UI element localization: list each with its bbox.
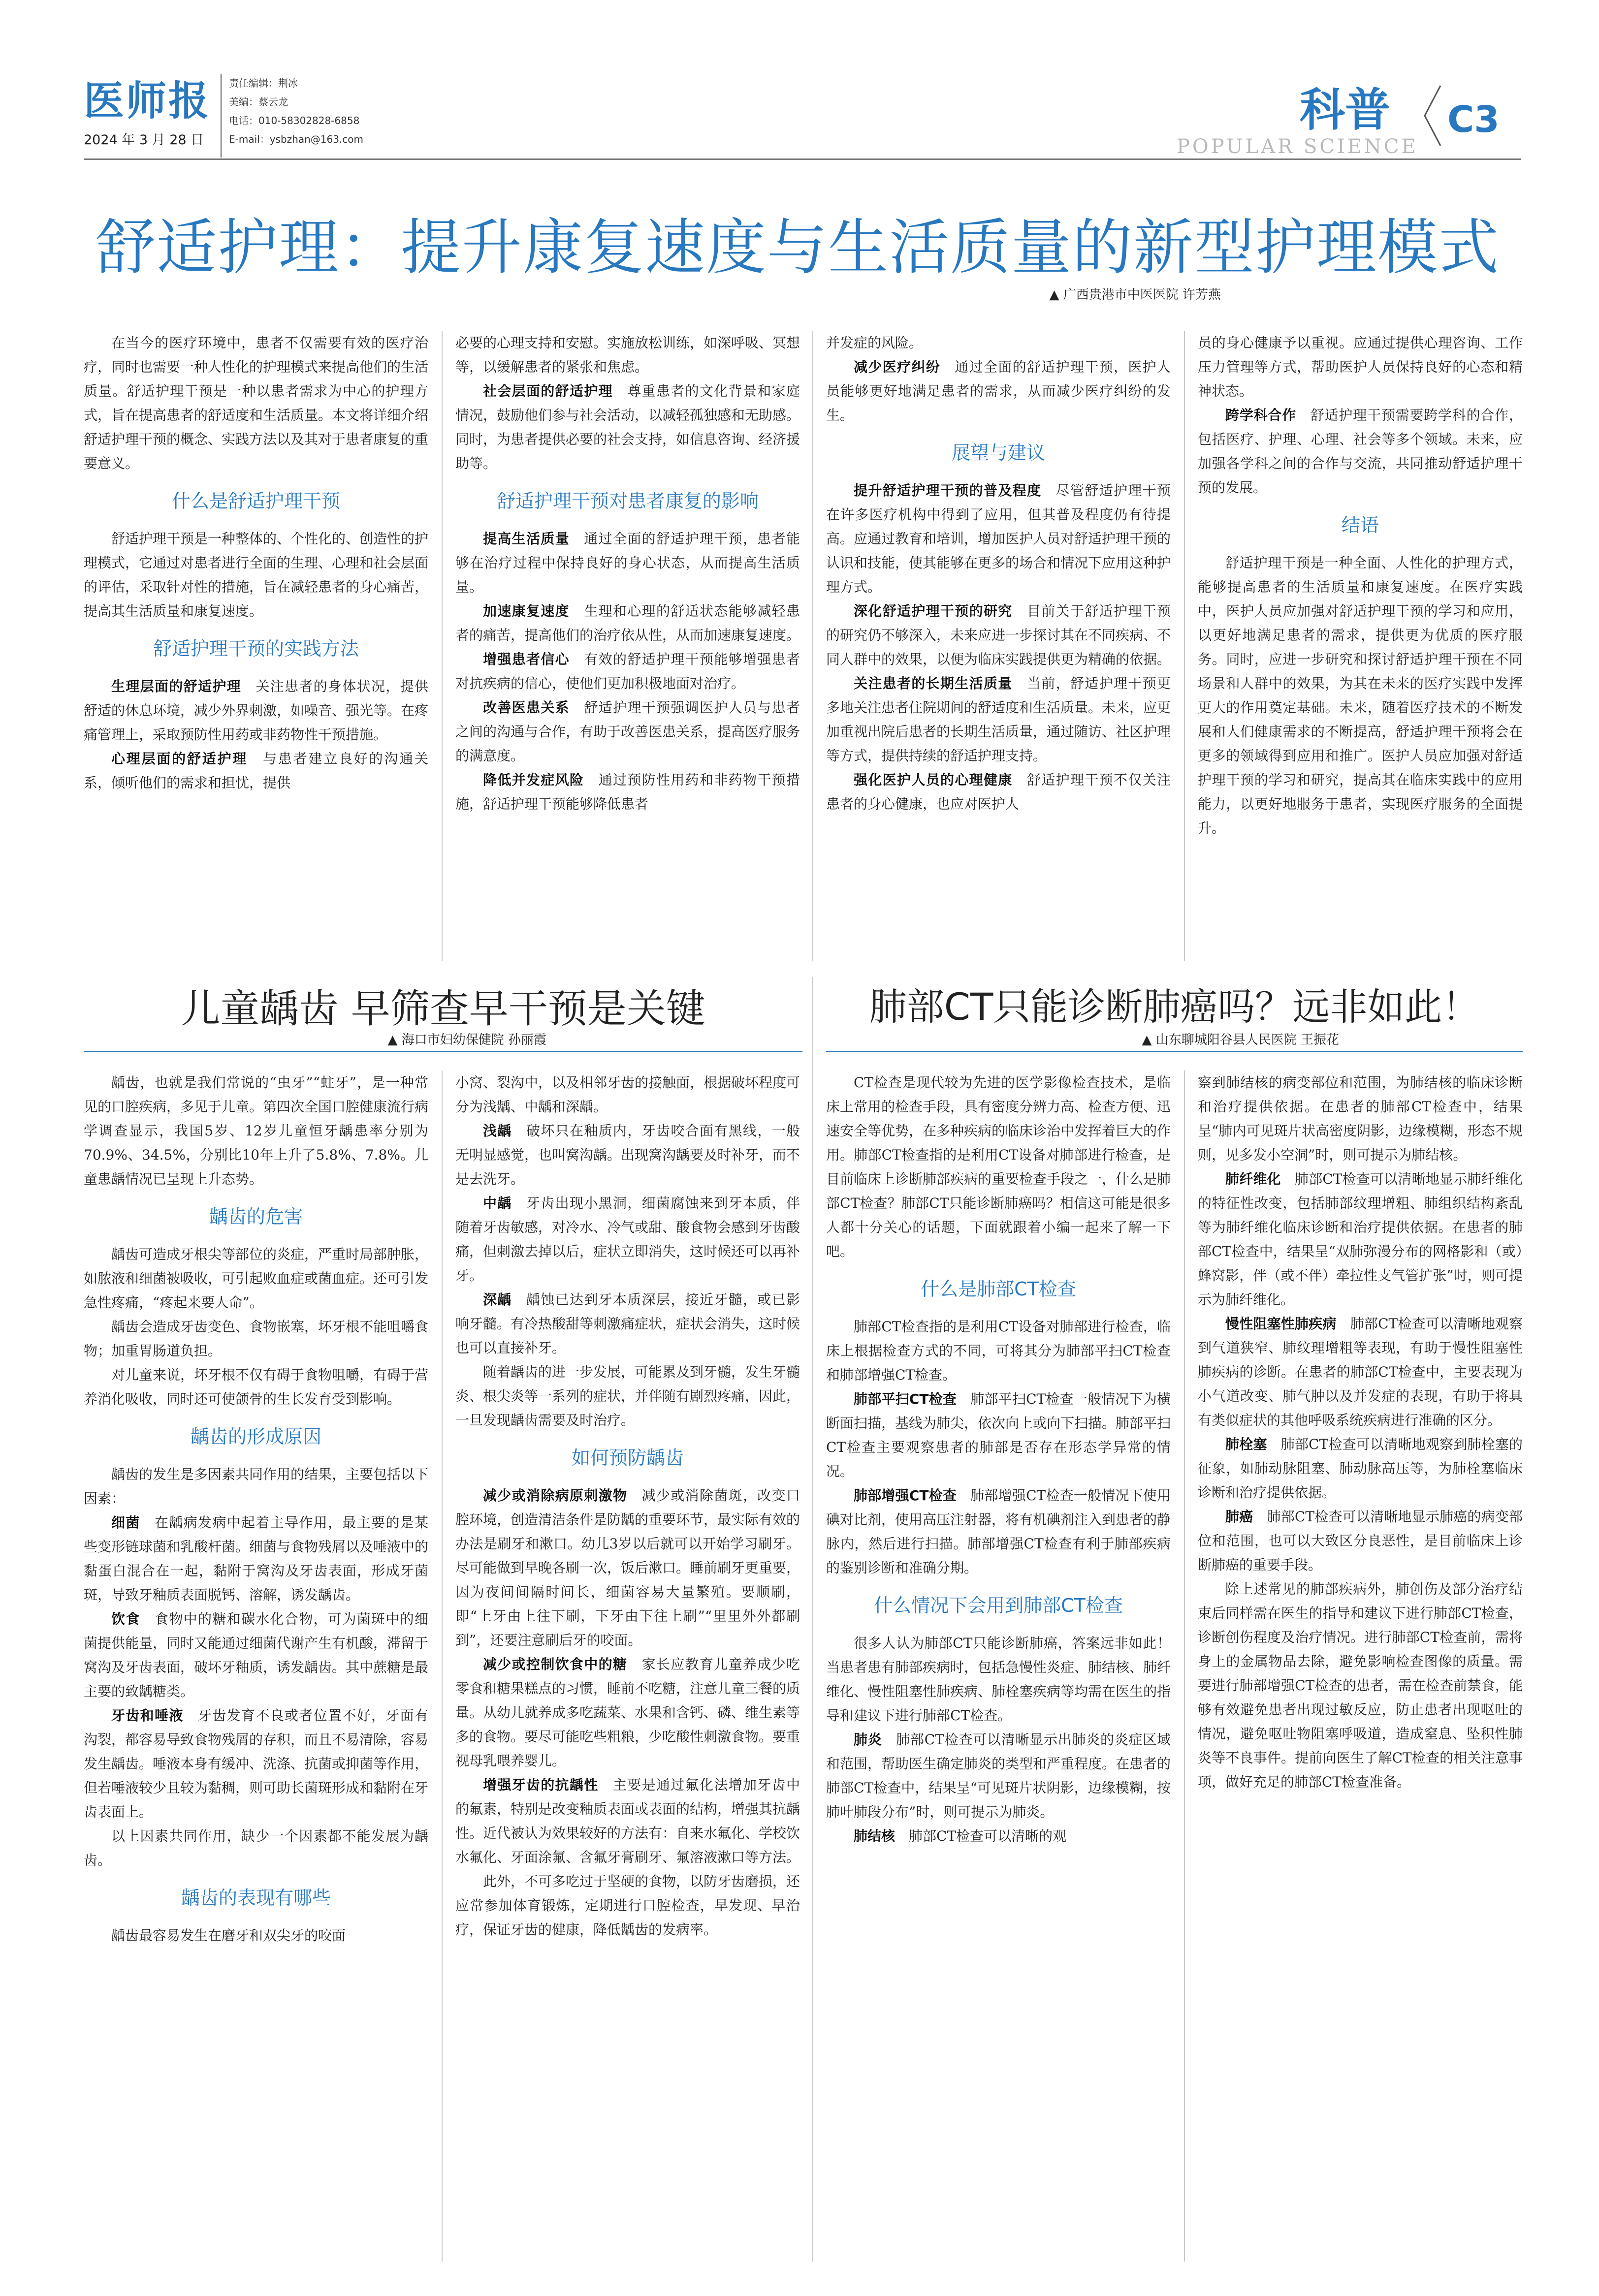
lead-term: 降低并发症风险 xyxy=(483,772,584,788)
paragraph-text: 牙齿发育不良或者位置不好，牙面有沟裂，都容易导致食物残屑的存积，而且不易清除，容易发生龋齿。唾液本身有缓冲、洗涤、抗菌或抑菌等作用，但若唾液较少且较为黏稠，则可助长菌斑形成和黏附在牙齿表面上。 xyxy=(84,1707,429,1820)
paragraph xyxy=(455,599,800,647)
paragraph xyxy=(826,1315,1171,1387)
paragraph-text: 龋齿会造成牙齿变色、食物嵌塞，坏牙根不能咀嚼食物；加重胃肠道负担。 xyxy=(84,1319,429,1359)
paragraph xyxy=(455,331,800,379)
paragraph-text: 龋齿可造成牙根尖等部位的炎症，严重时局部肿胀，如脓液和细菌被吸收，可引起败血症或菌血症。还可引发急性疼痛，“疼起来要人命”。 xyxy=(84,1246,429,1311)
editor-info xyxy=(229,74,363,149)
paragraph xyxy=(84,674,428,747)
lead-term: 肺癌 xyxy=(1225,1509,1253,1525)
paragraph xyxy=(1198,1312,1523,1432)
editor-name: 责任编辑：荆冰 xyxy=(229,77,298,89)
lead-term: 增强牙齿的抗龋性 xyxy=(483,1777,599,1793)
column-divider xyxy=(1184,1070,1185,2262)
paragraph xyxy=(84,1824,428,1872)
paragraph xyxy=(84,1607,428,1703)
paragraph-text: 肺部CT检查可以清晰地显示肺纤维化的特征性改变，包括肺部纹理增粗、肺组织结构紊乱等为肺纤维化临床诊断和治疗提供依据。在患者的肺部CT检查中，结果呈“双肺弥漫分布的网格影和（或）蜂窝影，伴（或不伴）牵拉性支气管扩张”时，则可提示为肺纤维化。 xyxy=(1198,1171,1523,1308)
article1-col1 xyxy=(84,331,428,795)
paragraph xyxy=(455,1483,800,1652)
paragraph-text: 龋齿，也就是我们常说的“虫牙”“蛀牙”，是一种常见的口腔疾病，多见于儿童。第四次全国口腔健康流行病学调查显示，我国5岁、12岁儿童恒牙龋患率分别为70.9%、34.5%，分别比10年上升了5.8%、7.8%。儿童患龋情况已呈现上升态势。 xyxy=(84,1074,429,1187)
section-heading: 龋齿的危害 xyxy=(209,1206,303,1227)
paragraph xyxy=(455,647,800,695)
paragraph-text: 员的身心健康予以重视。应通过提供心理咨询、工作压力管理等方式，帮助医护人员保持良好的心态和精神状态。 xyxy=(1198,335,1523,399)
lead-term: 加速康复速度 xyxy=(483,603,570,619)
paragraph xyxy=(826,599,1171,671)
section-title: 科普 xyxy=(1300,84,1391,136)
paragraph-text: 龋齿最容易发生在磨牙和双尖牙的咬面 xyxy=(111,1927,346,1944)
paragraph-text: 肺部CT检查可以清晰地观察到气道狭窄、肺纹理增粗等表现，有助于慢性阻塞性肺疾病的诊断。在患者的肺部CT检查中，主要表现为小气道改变、肺气肿以及并发症的表现，有助于将具有类似症状的其他呼吸系统疾病进行准确的区分。 xyxy=(1198,1316,1523,1428)
paragraph xyxy=(1198,1577,1523,1794)
paragraph xyxy=(826,1824,1171,1848)
paragraph xyxy=(1198,1432,1523,1505)
lead-term: 饮食 xyxy=(111,1611,140,1627)
paragraph xyxy=(84,1070,428,1191)
lead-term: 提升舒适护理干预的普及程度 xyxy=(854,482,1042,499)
paragraph-text: 察到肺结核的病变部位和范围，为肺结核的临床诊断和治疗提供依据。在患者的肺部CT检查中，结果呈“肺内可见斑片状高密度阴影，边缘模糊，形态不规则，见多发小空洞”时，则可提示为肺结核。 xyxy=(1198,1074,1523,1163)
paragraph xyxy=(455,1070,800,1119)
paragraph-text: 家长应教育儿童养成少吃零食和糖果糕点的习惯，睡前不吃糖，注意儿童三餐的质量。从幼儿就养成多吃蔬菜、水果和含钙、磷、维生素等多的食物。要尽可能吃些粗粮，少吃酸性刺激食物。要重视母乳喂养婴儿。 xyxy=(455,1656,800,1769)
paragraph-text: 关注患者的身体状况，提供舒适的休息环境，减少外界刺激，如噪音、强光等。在疼痛管理上，采取预防性用药或非药物性干预措施。 xyxy=(84,678,429,743)
article1-byline: ▲ 广西贵港市中医医院 许芳燕 xyxy=(1049,287,1221,302)
paragraph xyxy=(826,671,1171,768)
paragraph xyxy=(455,1869,800,1942)
page-number: C3 xyxy=(1447,98,1500,141)
paragraph-text: 有效的舒适护理干预能够增强患者对抗疾病的信心，使他们更加积极地面对治疗。 xyxy=(455,651,800,692)
paragraph xyxy=(455,768,800,816)
column-divider xyxy=(442,1070,443,2262)
paragraph xyxy=(84,1242,428,1315)
lead-term: 深龋 xyxy=(483,1291,512,1308)
article3-col2 xyxy=(1198,1070,1523,1794)
section-heading: 龋齿的形成原因 xyxy=(190,1426,321,1447)
paragraph xyxy=(1198,403,1523,500)
paragraph-text: 除上述常见的肺部疾病外，肺创伤及部分治疗结束后同样需在医生的指导和建议下进行肺部CT检查，诊断创伤程度及治疗情况。进行肺部CT检查前，需将身上的金属物品去除，避免影响检查图像的质量。需要进行肺部增强CT检查的患者，需在检查前禁食，能够有效避免患者出现过敏反应，防止患者出现呕吐的情况，避免呕吐物阻塞呼吸道，造成窒息、坠积性肺炎等不良事件。提前向医生了解CT检查的相关注意事项，做好充足的肺部CT检查准备。 xyxy=(1198,1581,1523,1790)
lead-term: 跨学科合作 xyxy=(1225,407,1296,423)
paragraph-text: 此外，不可多吃过于坚硬的食物，以防牙齿磨损，还应常参加体育锻炼，定期进行口腔检查，早发现、早治疗，保证牙齿的健康，降低龋齿的发病率。 xyxy=(455,1873,800,1938)
paragraph-text: 主要是通过氟化法增加牙齿中的氟素，特别是改变釉质表面或表面的结构，增强其抗龋性。近代被认为效果较好的方法有：自来水氟化、学校饮水氟化、牙面涂氟、含氟牙膏刷牙、氟溶液漱口等方法。 xyxy=(455,1777,800,1865)
paragraph xyxy=(455,1652,800,1773)
paragraph xyxy=(826,331,1171,355)
paragraph xyxy=(826,1483,1171,1580)
article-divider xyxy=(812,977,813,2262)
article2-byline: ▲ 海口市妇幼保健院 孙丽霞 xyxy=(387,1033,546,1047)
lead-term: 减少或消除病原刺激物 xyxy=(483,1487,628,1504)
phone: 电话：010-58302828-6858 xyxy=(229,115,360,126)
paragraph-text: 通过预防性用药和非药物干预措施，舒适护理干预能够降低患者 xyxy=(455,772,800,812)
paragraph-text: 尽管舒适护理干预在许多医疗机构中得到了应用，但其普及程度仍有待提高。应通过教育和培训，增加医护人员对舒适护理干预的认识和技能，使其能够在更多的场合和情况下应用这种护理方式。 xyxy=(826,482,1171,595)
lead-term: 深化舒适护理干预的研究 xyxy=(854,603,1013,619)
section-heading: 什么是舒适护理干预 xyxy=(171,490,340,512)
lead-term: 心理层面的舒适护理 xyxy=(111,751,248,767)
lead-term: 细菌 xyxy=(111,1514,140,1531)
paragraph xyxy=(84,331,428,475)
paragraph-text: 与患者建立良好的沟通关系，倾听他们的需求和担忧，提供 xyxy=(84,751,428,791)
paragraph-text: 舒适护理干预是一种全面、人性化的护理方式，能够提高患者的生活质量和康复速度。在医疗实践中，医护人员应加强对舒适护理干预的学习和应用，以更好地满足患者的需求，提供更为优质的医疗服务。同时，应进一步研究和探讨舒适护理干预在不同场景和人群中的效果，为其在未来的医疗实践中发挥更大的作用奠定基础。未来，随着医疗技术的不断发展和人们健康需求的不断提高，舒适护理干预将会在更多的领域得到应用和推广。医护人员应加强对舒适护理干预的学习和研究，提高其在临床实践中的应用能力，以更好地服务于患者，实现医疗服务的全面提升。 xyxy=(1198,555,1523,836)
paragraph-text: 肺部CT检查可以清晰显示出肺炎的炎症区域和范围，帮助医生确定肺炎的类型和严重程度。在患者的肺部CT检查中，结果呈“可见斑片状阴影，边缘模糊，按肺叶肺段分布”时，则可提示为肺炎。 xyxy=(826,1731,1171,1820)
lead-term: 强化医护人员的心理健康 xyxy=(854,772,1013,788)
paragraph xyxy=(1198,551,1523,840)
paragraph-text: 小窝、裂沟中，以及相邻牙齿的接触面，根据破坏程度可分为浅龋、中龋和深龋。 xyxy=(455,1074,800,1115)
article2-col1 xyxy=(84,1070,428,1948)
paragraph xyxy=(1198,1505,1523,1577)
paragraph xyxy=(84,1363,428,1411)
lead-term: 肺栓塞 xyxy=(1225,1436,1267,1452)
section-english: POPULAR SCIENCE xyxy=(1177,135,1418,158)
paragraph xyxy=(1198,1070,1523,1167)
paragraph-text: 尊重患者的文化背景和家庭情况，鼓励他们参与社会活动，以减轻孤独感和无助感。同时，为患者提供必要的社会支持，如信息咨询、经济援助等。 xyxy=(455,383,800,472)
paragraph-text: 以上因素共同作用，缺少一个因素都不能发展为龋齿。 xyxy=(84,1828,428,1868)
paragraph-text: 破坏只在釉质内，牙齿咬合面有黑线，一般无明显感觉，也叫窝沟龋。出现窝沟龋要及时补牙，而不是去洗牙。 xyxy=(455,1123,800,1187)
paragraph xyxy=(455,1119,800,1191)
paragraph xyxy=(455,695,800,768)
paragraph xyxy=(455,527,800,599)
paragraph xyxy=(84,1923,428,1948)
paragraph-text: 舒适护理干预不仅关注患者的身心健康，也应对医护人 xyxy=(826,772,1171,812)
paragraph xyxy=(826,768,1171,816)
paragraph xyxy=(826,1631,1171,1728)
paragraph-text: 肺部CT检查可以清晰的观 xyxy=(909,1828,1067,1844)
section-heading: 什么情况下会用到肺部CT检查 xyxy=(874,1595,1123,1616)
lead-term: 肺结核 xyxy=(854,1828,895,1844)
article2-col2 xyxy=(455,1070,800,1942)
header-rule xyxy=(84,158,1521,160)
paragraph xyxy=(455,1773,800,1869)
section-heading: 舒适护理干预的实践方法 xyxy=(153,638,359,660)
paragraph xyxy=(826,355,1171,427)
paragraph-text: 随着龋齿的进一步发展，可能累及到牙髓，发生牙髓炎、根尖炎等一系列的症状，并伴随有剧烈疼痛，因此，一旦发现龋齿需要及时治疗。 xyxy=(455,1364,800,1428)
paragraph xyxy=(1198,331,1523,403)
article1-col2 xyxy=(455,331,800,816)
lead-term: 生理层面的舒适护理 xyxy=(111,678,241,694)
article3-col1 xyxy=(826,1070,1171,1848)
lead-term: 减少或控制饮食中的糖 xyxy=(483,1656,628,1672)
paragraph xyxy=(84,1462,428,1510)
paragraph xyxy=(1198,1167,1523,1312)
paragraph xyxy=(826,1728,1171,1824)
paragraph xyxy=(84,527,428,623)
paragraph xyxy=(84,1315,428,1363)
paragraph-text: 对儿童来说，坏牙根不仅有碍于食物咀嚼，有碍于营养消化吸收，同时还可使颌骨的生长发育受到影响。 xyxy=(84,1367,429,1407)
paragraph-text: CT检查是现代较为先进的医学影像检查技术，是临床上常用的检查手段，具有密度分辨力高、检查方便、迅速安全等优势，在多种疾病的临床诊治中发挥着巨大的作用。肺部CT检查指的是利用CT设备对肺部进行检查，是目前临床上诊断肺部疾病的重要检查手段之一，什么是肺部CT检查？肺部CT只能诊断肺癌吗？相信这可能是很多人都十分关心的话题，下面就跟着小编一起来了解一下吧。 xyxy=(826,1074,1171,1259)
lead-term: 浅龋 xyxy=(483,1123,512,1139)
paragraph xyxy=(455,1360,800,1432)
paragraph xyxy=(455,379,800,475)
section-heading: 展望与建议 xyxy=(951,442,1045,464)
paragraph-text: 舒适护理干预需要跨学科的合作，包括医疗、护理、心理、社会等多个领域。未来，应加强各学科之间的合作与交流，共同推动舒适护理干预的发展。 xyxy=(1198,407,1523,496)
lead-term: 增强患者信心 xyxy=(483,651,570,667)
section-heading: 什么是肺部CT检查 xyxy=(921,1278,1076,1300)
section-heading: 龋齿的表现有哪些 xyxy=(181,1887,331,1909)
paragraph-text: 并发症的风险。 xyxy=(826,335,923,351)
section-heading: 舒适护理干预对患者康复的影响 xyxy=(496,490,759,512)
email: E-mail：ysbzhan@163.com xyxy=(229,133,364,145)
paragraph xyxy=(826,478,1171,599)
paragraph-text: 牙齿出现小黑洞，细菌腐蚀来到牙本质，伴随着牙齿敏感，对冷水、冷气或甜、酸食物会感到牙齿酸痛，但刺激去掉以后，症状立即消失，这时候还可以再补牙。 xyxy=(455,1195,800,1284)
paragraph-text: 生理和心理的舒适状态能够减轻患者的痛苦，提高他们的治疗依从性，从而加速康复速度。 xyxy=(455,603,800,643)
paragraph-text: 目前关于舒适护理干预的研究仍不够深入，未来应进一步探讨其在不同疾病、不同人群中的效果，以便为临床实践提供更为精确的依据。 xyxy=(826,603,1171,667)
masthead-logo: 医师报 xyxy=(84,78,211,125)
article3-byline: ▲ 山东聊城阳谷县人民医院 王振花 xyxy=(1142,1033,1339,1047)
designer-name: 美编：蔡云龙 xyxy=(229,96,288,108)
paragraph-text: 在当今的医疗环境中，患者不仅需要有效的医疗治疗，同时也需要一种人性化的护理模式来提高他们的生活质量。舒适护理干预是一种以患者需求为中心的护理方式，旨在提高患者的舒适度和生活质量。本文将详细介绍舒适护理干预的概念、实践方法以及其对于患者康复的重要意义。 xyxy=(84,335,429,472)
paragraph-text: 舒适护理干预强调医护人员与患者之间的沟通与合作，有助于改善医患关系，提高医疗服务的满意度。 xyxy=(455,699,800,764)
article3-rule xyxy=(826,1051,1523,1052)
paragraph xyxy=(455,1191,800,1288)
chevron-left-icon xyxy=(1423,84,1442,148)
lead-term: 提高生活质量 xyxy=(483,531,570,547)
paragraph-text: 很多人认为肺部CT只能诊断肺癌，答案远非如此！当患者患有肺部疾病时，包括急慢性炎症、肺结核、肺纤维化、慢性阻塞性肺疾病、肺栓塞疾病等均需在医生的指导和建议下进行肺部CT检查。 xyxy=(826,1635,1171,1724)
section-heading: 结语 xyxy=(1341,514,1379,536)
paragraph-text: 肺部CT检查指的是利用CT设备对肺部进行检查，临床上根据检查方式的不同，可将其分为肺部平扫CT检查和肺部增强CT检查。 xyxy=(826,1319,1171,1383)
issue-date: 2024 年 3 月 28 日 xyxy=(84,132,204,148)
lead-term: 肺部平扫CT检查 xyxy=(854,1391,957,1407)
header-divider xyxy=(221,74,222,157)
paragraph-text: 当前，舒适护理干预更多地关注患者住院期间的舒适度和生活质量。未来，应更加重视出院后患者的长期生活质量，通过随访、社区护理等方式，提供持续的舒适护理支持。 xyxy=(826,675,1171,764)
article2-rule xyxy=(84,1051,802,1052)
paragraph-text: 必要的心理支持和安慰。实施放松训练，如深呼吸、冥想等，以缓解患者的紧张和焦虑。 xyxy=(455,335,800,375)
article2-title: 儿童龋齿 早筛查早干预是关键 xyxy=(181,986,705,1032)
paragraph xyxy=(84,747,428,795)
lead-term: 改善医患关系 xyxy=(483,699,570,716)
paragraph-text: 龋齿的发生是多因素共同作用的结果，主要包括以下因素： xyxy=(84,1466,429,1507)
paragraph-text: 肺部增强CT检查一般情况下使用碘对比剂，使用高压注射器，将有机碘剂注入到患者的静脉内，然后进行扫描。肺部增强CT检查有利于肺部疾病的鉴别诊断和准确分期。 xyxy=(826,1487,1171,1576)
paragraph xyxy=(84,1510,428,1607)
paragraph xyxy=(455,1288,800,1360)
lead-term: 肺部增强CT检查 xyxy=(854,1487,957,1504)
article1-col3 xyxy=(826,331,1171,816)
article1-title: 舒适护理：提升康复速度与生活质量的新型护理模式 xyxy=(96,213,1500,283)
lead-term: 肺炎 xyxy=(854,1731,882,1748)
lead-term: 中龋 xyxy=(483,1195,512,1211)
paragraph-text: 肺部CT检查可以清晰地显示肺癌的病变部位和范围，也可以大致区分良恶性，是目前临床上诊断肺癌的重要手段。 xyxy=(1198,1509,1523,1573)
lead-term: 肺纤维化 xyxy=(1225,1171,1281,1187)
lead-term: 关注患者的长期生活质量 xyxy=(854,675,1013,692)
article3-title: 肺部CT只能诊断肺癌吗？远非如此！ xyxy=(869,985,1480,1029)
paragraph-text: 肺部平扫CT检查一般情况下为横断面扫描，基线为肺尖，依次向上或向下扫描。肺部平扫CT检查主要观察患者的肺部是否存在形态学异常的情况。 xyxy=(826,1391,1171,1479)
paragraph-text: 食物中的糖和碳水化合物，可为菌斑中的细菌提供能量，同时又能通过细菌代谢产生有机酸，滞留于窝沟及牙齿表面，破坏牙釉质，诱发龋齿。其中蔗糖是最主要的致龋糖类。 xyxy=(84,1611,429,1699)
lead-term: 减少医疗纠纷 xyxy=(854,359,940,375)
column-divider xyxy=(1184,331,1185,961)
section-heading: 如何预防龋齿 xyxy=(571,1447,684,1469)
article1-col4 xyxy=(1198,331,1523,840)
column-divider xyxy=(442,331,443,961)
paragraph-text: 通过全面的舒适护理干预，患者能够在治疗过程中保持良好的身心状态，从而提高生活质量。 xyxy=(455,531,800,595)
paragraph-text: 龋蚀已达到牙本质深层，接近牙髓，或已影响牙髓。有冷热酸甜等刺激痛症状，症状会消失，这时候也可以直接补牙。 xyxy=(455,1291,800,1356)
column-divider xyxy=(812,331,813,961)
paragraph-text: 通过全面的舒适护理干预，医护人员能够更好地满足患者的需求，从而减少医疗纠纷的发生。 xyxy=(826,359,1171,423)
paragraph xyxy=(826,1070,1171,1263)
lead-term: 社会层面的舒适护理 xyxy=(483,383,613,399)
paragraph-text: 肺部CT检查可以清晰地观察到肺栓塞的征象，如肺动脉阻塞、肺动脉高压等，为肺栓塞临床诊断和治疗提供依据。 xyxy=(1198,1436,1523,1501)
paragraph-text: 减少或消除菌斑，改变口腔环境，创造清洁条件是防龋的重要环节，最实际有效的办法是刷牙和漱口。幼儿3岁以后就可以开始学习刷牙。尽可能做到早晚各刷一次，饭后漱口。睡前刷牙更重要，因为夜间间隔时间长，细菌容易大量繁殖。要顺刷，即“上牙由上往下刷，下牙由下往上刷”“里里外外都刷到”，还要注意刷后牙的咬面。 xyxy=(455,1487,800,1648)
paragraph-text: 舒适护理干预是一种整体的、个性化的、创造性的护理模式，它通过对患者进行全面的生理、心理和社会层面的评估，采取针对性的措施，旨在减轻患者的身心痛苦，提高其生活质量和康复速度。 xyxy=(84,531,429,619)
lead-term: 慢性阻塞性肺疾病 xyxy=(1225,1316,1337,1332)
lead-term: 牙齿和唾液 xyxy=(111,1707,184,1724)
paragraph xyxy=(826,1387,1171,1483)
paragraph xyxy=(84,1703,428,1824)
paragraph-text: 在龋病发病中起着主导作用，最主要的是某些变形链球菌和乳酸杆菌。细菌与食物残屑以及唾液中的黏蛋白混合在一起，黏附于窝沟及牙齿表面，形成牙菌斑，导致牙釉质表面脱钙、溶解，诱发龋齿。 xyxy=(84,1514,429,1603)
